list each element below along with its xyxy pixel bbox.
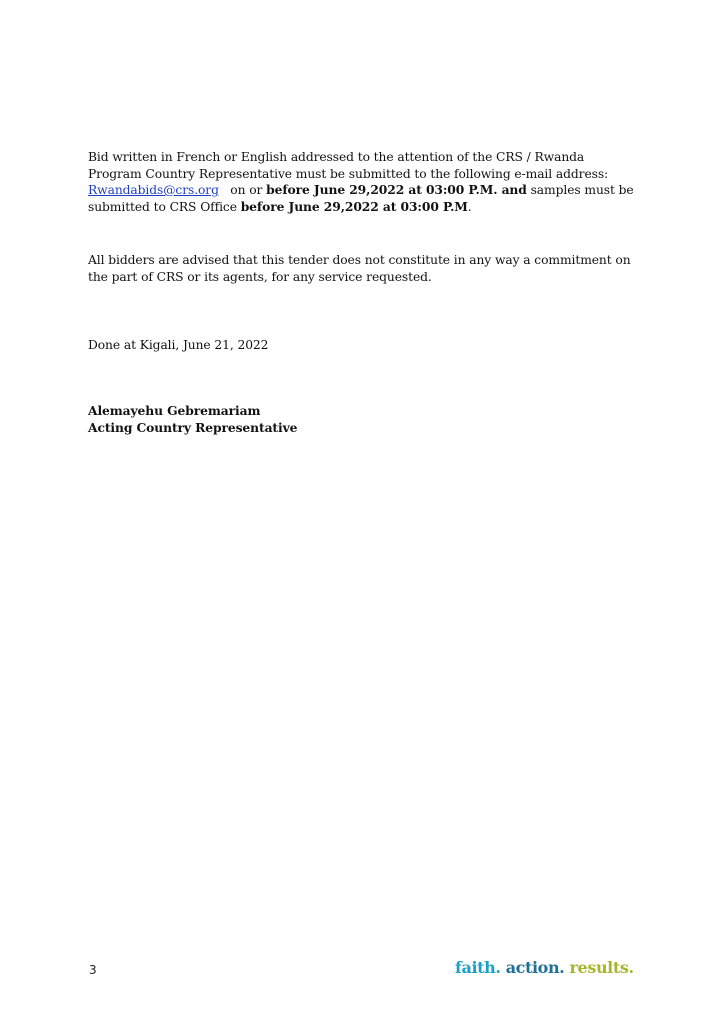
office-text: submitted to CRS Office bbox=[88, 199, 241, 214]
deadline-bold-2: before June 29,2022 at 03:00 P.M bbox=[240, 198, 468, 214]
email-trailing-text: on or bbox=[218, 183, 267, 197]
period-text: . bbox=[467, 199, 472, 214]
signatory-name: Alemayehu Gebremariam bbox=[88, 403, 261, 418]
samples-text: samples must be bbox=[526, 183, 634, 197]
signatory-title: Acting Country Representative bbox=[88, 420, 298, 435]
tagline-logo bbox=[455, 958, 634, 977]
email-link[interactable]: Rwandabids@crs.org bbox=[88, 183, 219, 197]
submission-line-2: Program Country Representative must be submitted to the following e-mail address: bbox=[88, 166, 609, 181]
deadline-bold-1: before June 29,2022 at 03:00 P.M. and bbox=[266, 182, 527, 197]
tagline-action: action. bbox=[505, 958, 565, 977]
submission-line-3 bbox=[88, 182, 648, 199]
signature-block bbox=[88, 402, 297, 436]
place-date-line: Done at Kigali, June 21, 2022 bbox=[88, 338, 269, 352]
submission-line-1: Bid written in French or English addressed to the attention of the CRS / Rwanda bbox=[88, 150, 585, 164]
body-content bbox=[88, 149, 648, 435]
tagline-faith: faith. bbox=[455, 958, 501, 977]
submission-paragraph bbox=[88, 149, 648, 215]
tagline-results: results. bbox=[569, 958, 634, 977]
page-number: 3 bbox=[89, 963, 97, 977]
disclaimer-paragraph: All bidders are advised that this tender does not constitute in any way a commitment on the part of CRS or its agents, for any service requested. bbox=[88, 253, 631, 284]
submission-line-4 bbox=[88, 199, 648, 216]
